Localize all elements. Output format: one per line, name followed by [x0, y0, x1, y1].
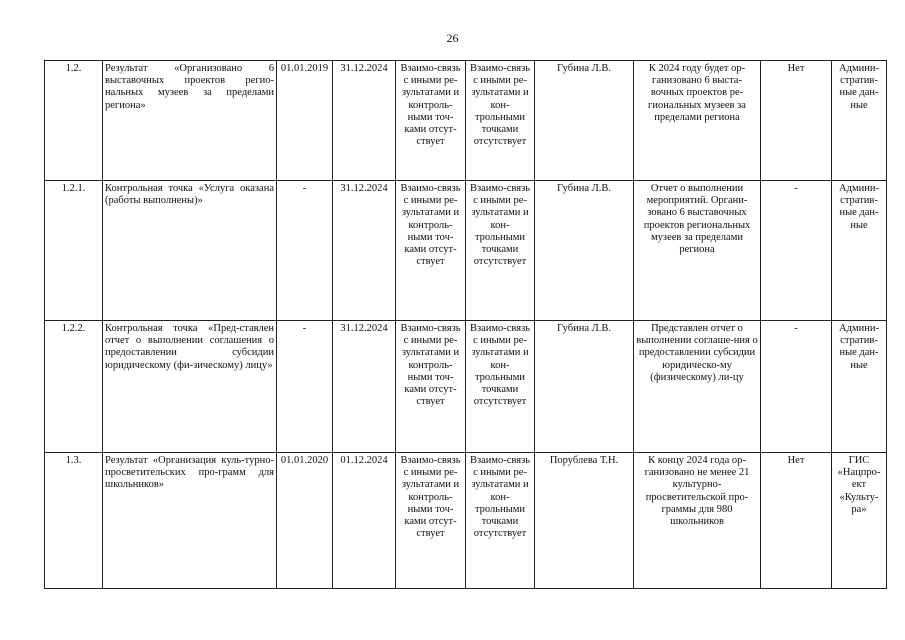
end-date: 31.12.2024: [333, 181, 396, 321]
row-number: 1.2.2.: [45, 321, 103, 453]
next-link: Взаимо-связь с иными ре-зультатами и кон-трольными точками отсутствует: [466, 61, 535, 181]
end-date: 01.12.2024: [333, 453, 396, 589]
level-control: -: [761, 181, 832, 321]
responsible-person: Губина Л.В.: [535, 181, 634, 321]
result-description: Представлен отчет о выполнении соглаше-ния о предоставлении субсидии юридическо-му (физическому) ли-цу: [634, 321, 761, 453]
level-control: Нет: [761, 61, 832, 181]
prev-link: Взаимо-связь с иными ре-зультатами и контроль-ными точ-ками отсут-ствует: [396, 61, 466, 181]
data-source: Админи-стратив-ные дан-ные: [832, 181, 887, 321]
row-name: Контрольная точка «Пред-ставлен отчет о выполнении соглашения о предоставлении субсидии юридическому (фи-зическому) лицу»: [103, 321, 277, 453]
project-plan-table: [44, 60, 887, 589]
prev-link: Взаимо-связь с иными ре-зультатами и контроль-ными точ-ками отсут-ствует: [396, 181, 466, 321]
result-description: К концу 2024 года ор-ганизовано не менее 21 культурно-просветительской про-граммы для 980 школьников: [634, 453, 761, 589]
next-link: Взаимо-связь с иными ре-зультатами и кон-трольными точками отсутствует: [466, 453, 535, 589]
row-number: 1.2.1.: [45, 181, 103, 321]
data-source: Админи-стратив-ные дан-ные: [832, 61, 887, 181]
row-name: Результат «Организация куль-турно-просветительских про-грамм для школьников»: [103, 453, 277, 589]
end-date: 31.12.2024: [333, 321, 396, 453]
result-description: Отчет о выполнении мероприятий. Органи-зовано 6 выставочных проектов региональных музеев за пределами региона: [634, 181, 761, 321]
start-date: 01.01.2020: [277, 453, 333, 589]
result-description: К 2024 году будет ор-ганизовано 6 выста-вочных проектов ре-гиональных музеев за пределами региона: [634, 61, 761, 181]
prev-link: Взаимо-связь с иными ре-зультатами и контроль-ными точ-ками отсут-ствует: [396, 453, 466, 589]
prev-link: Взаимо-связь с иными ре-зультатами и контроль-ными точ-ками отсут-ствует: [396, 321, 466, 453]
table-row: [45, 453, 887, 589]
next-link: Взаимо-связь с иными ре-зультатами и кон-трольными точками отсутствует: [466, 321, 535, 453]
responsible-person: Порублева Т.Н.: [535, 453, 634, 589]
level-control: Нет: [761, 453, 832, 589]
row-number: 1.3.: [45, 453, 103, 589]
table-row: [45, 61, 887, 181]
row-number: 1.2.: [45, 61, 103, 181]
page-number: 26: [446, 31, 459, 45]
responsible-person: Губина Л.В.: [535, 321, 634, 453]
responsible-person: Губина Л.В.: [535, 61, 634, 181]
row-name: Контрольная точка «Услуга оказана (работы выполнены)»: [103, 181, 277, 321]
start-date: -: [277, 321, 333, 453]
start-date: -: [277, 181, 333, 321]
level-control: -: [761, 321, 832, 453]
data-source: ГИС «Нацпро-ект «Культу-ра»: [832, 453, 887, 589]
table-row: [45, 321, 887, 453]
data-source: Админи-стратив-ные дан-ные: [832, 321, 887, 453]
end-date: 31.12.2024: [333, 61, 396, 181]
table-row: [45, 181, 887, 321]
next-link: Взаимо-связь с иными ре-зультатами и кон-трольными точками отсутствует: [466, 181, 535, 321]
row-name: Результат «Организовано 6 выставочных проектов регио-нальных музеев за пределами региона»: [103, 61, 277, 181]
start-date: 01.01.2019: [277, 61, 333, 181]
